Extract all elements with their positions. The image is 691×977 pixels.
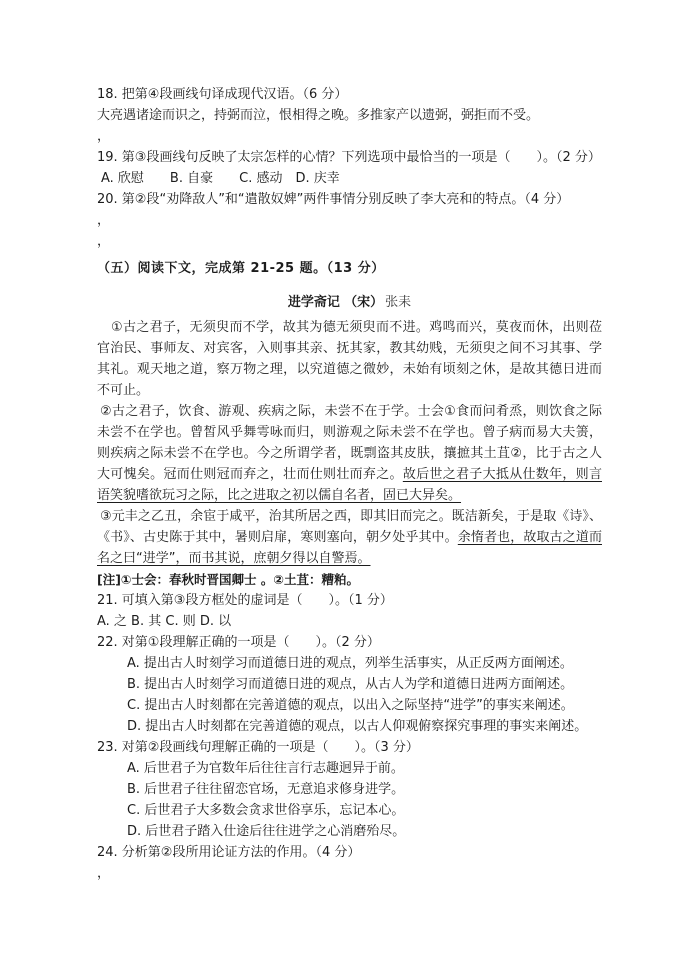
question-21-stem: 21. 可填入第③段方框处的虚词是（ ）。（1 分） [97, 593, 393, 608]
question-22-option-d: D. 提出古人时刻都在完善道德的观点，以古人仰观俯察探究事理的事实来阐述。 [127, 719, 588, 734]
question-23-option-d: D. 后世君子踏入仕途后往往进学之心消磨殆尽。 [127, 824, 406, 839]
passage-title [97, 292, 602, 313]
question-19-options: A. 欣慰 B. 自豪 C. 感动 D. 庆幸 [101, 171, 340, 186]
question-23-option-a: A. 后世君子为官数年后往往言行志趣迥异于前。 [127, 761, 404, 776]
section-five-heading: （五）阅读下文，完成第 21-25 题。（13 分） [97, 261, 385, 276]
passage-author: 张耒 [385, 295, 412, 310]
question-20-answer-mark-2: ， [97, 234, 111, 249]
question-23-option-c: C. 后世君子大多数会贪求世俗享乐，忘记本心。 [127, 803, 405, 818]
question-18-answer-mark: ， [97, 129, 111, 144]
question-22-option-c: C. 提出古人时刻都在完善道德的观点，以出入之际坚持“进学”的事实来阐述。 [127, 698, 574, 713]
passage-paragraph-1: ①古之君子，无须臾而不学，故其为德无须臾而不进。鸡鸣而兴，莫夜而休，出则莅官治民、事师友、对宾客，入则事其亲、抚其家，教其幼贱，无须臾之间不习其事、学其礼。观天地之道，察万物之理，以究道德之微妙，未始有顷刻之休，是故其德日进而不可止。 [97, 320, 602, 398]
question-24-answer-mark: ， [97, 866, 111, 881]
passage-paragraph-3 [97, 506, 602, 569]
question-22-option-b: B. 提出古人时刻学习而道德日进的观点，从古人为学和道德日进两方面阐述。 [127, 677, 574, 692]
question-20-stem: 20. 第②段“劝降敌人”和“遣散奴婢”两件事情分别反映了李大亮和的特点。（4 分） [97, 192, 570, 207]
passage-dynasty: （宋） [344, 295, 384, 310]
passage-title-text: 进学斋记 [287, 295, 340, 310]
question-23-option-b: B. 后世君子往往留恋官场，无意追求修身进学。 [127, 782, 405, 797]
question-20-answer-mark-1: ， [97, 213, 111, 228]
exam-content [97, 84, 602, 884]
question-23-stem: 23. 对第②段画线句理解正确的一项是（ ）。（3 分） [97, 740, 419, 755]
paragraph-3-plain-text: ③元丰之乙丑，余宦于咸平，治其所居之西，即其旧而完之。既洁新矣，于是取《诗》、《书》、古史陈于其中，暑则启扉，寒则塞向，朝夕处乎其中。 [97, 509, 602, 545]
paragraph-3-underlined-sentence: 余惰者也，故取古之道而名之曰“进学”，而书其说，庶朝夕得以自警焉。 [97, 530, 602, 566]
question-24-stem: 24. 分析第②段所用论证方法的作用。（4 分） [97, 845, 361, 860]
passage-paragraph-2 [97, 401, 602, 506]
paragraph-2-underlined-sentence: 故后世之君子大抵从仕数年，则言语笑貌嗜欲玩习之际，比之进取之初以儒自名者，固已大异矣。 [97, 467, 602, 503]
question-19-stem: 19. 第③段画线句反映了太宗怎样的心情？下列选项中最恰当的一项是（ ）。（2 分） [97, 150, 601, 165]
passage-footnotes: [注]①士会：春秋时晋国卿士 。②土苴：糟粕。 [97, 572, 359, 587]
question-22-stem: 22. 对第①段理解正确的一项是（ ）。（2 分） [97, 635, 380, 650]
paragraph-2-plain-text: ②古之君子，饮食、游观、疾病之际，未尝不在于学。士会①食而问肴烝，则饮食之际未尝不在学也。曾皙风乎舞雩咏而归，则游观之际未尝不在学也。曾子病而易大夫箦，则疾病之际未尝不在学也。今之所谓学者，既剽盗其皮肤，攘摭其土苴②，比于古之人大可愧矣。冠而仕则冠而弃之，壮而仕则壮而弃之。 [97, 404, 602, 482]
question-18-stem: 18. 把第④段画线句译成现代汉语。（6 分） [97, 87, 348, 102]
question-18-source-sentence: 大亮遇诸途而识之，持弼而泣，恨相得之晚。多推家产以遗弼，弼拒而不受。 [97, 108, 540, 123]
question-21-options: A. 之 B. 其 C. 则 D. 以 [97, 614, 232, 629]
question-22-option-a: A. 提出古人时刻学习而道德日进的观点，列举生活事实，从正反两方面阐述。 [127, 656, 573, 671]
